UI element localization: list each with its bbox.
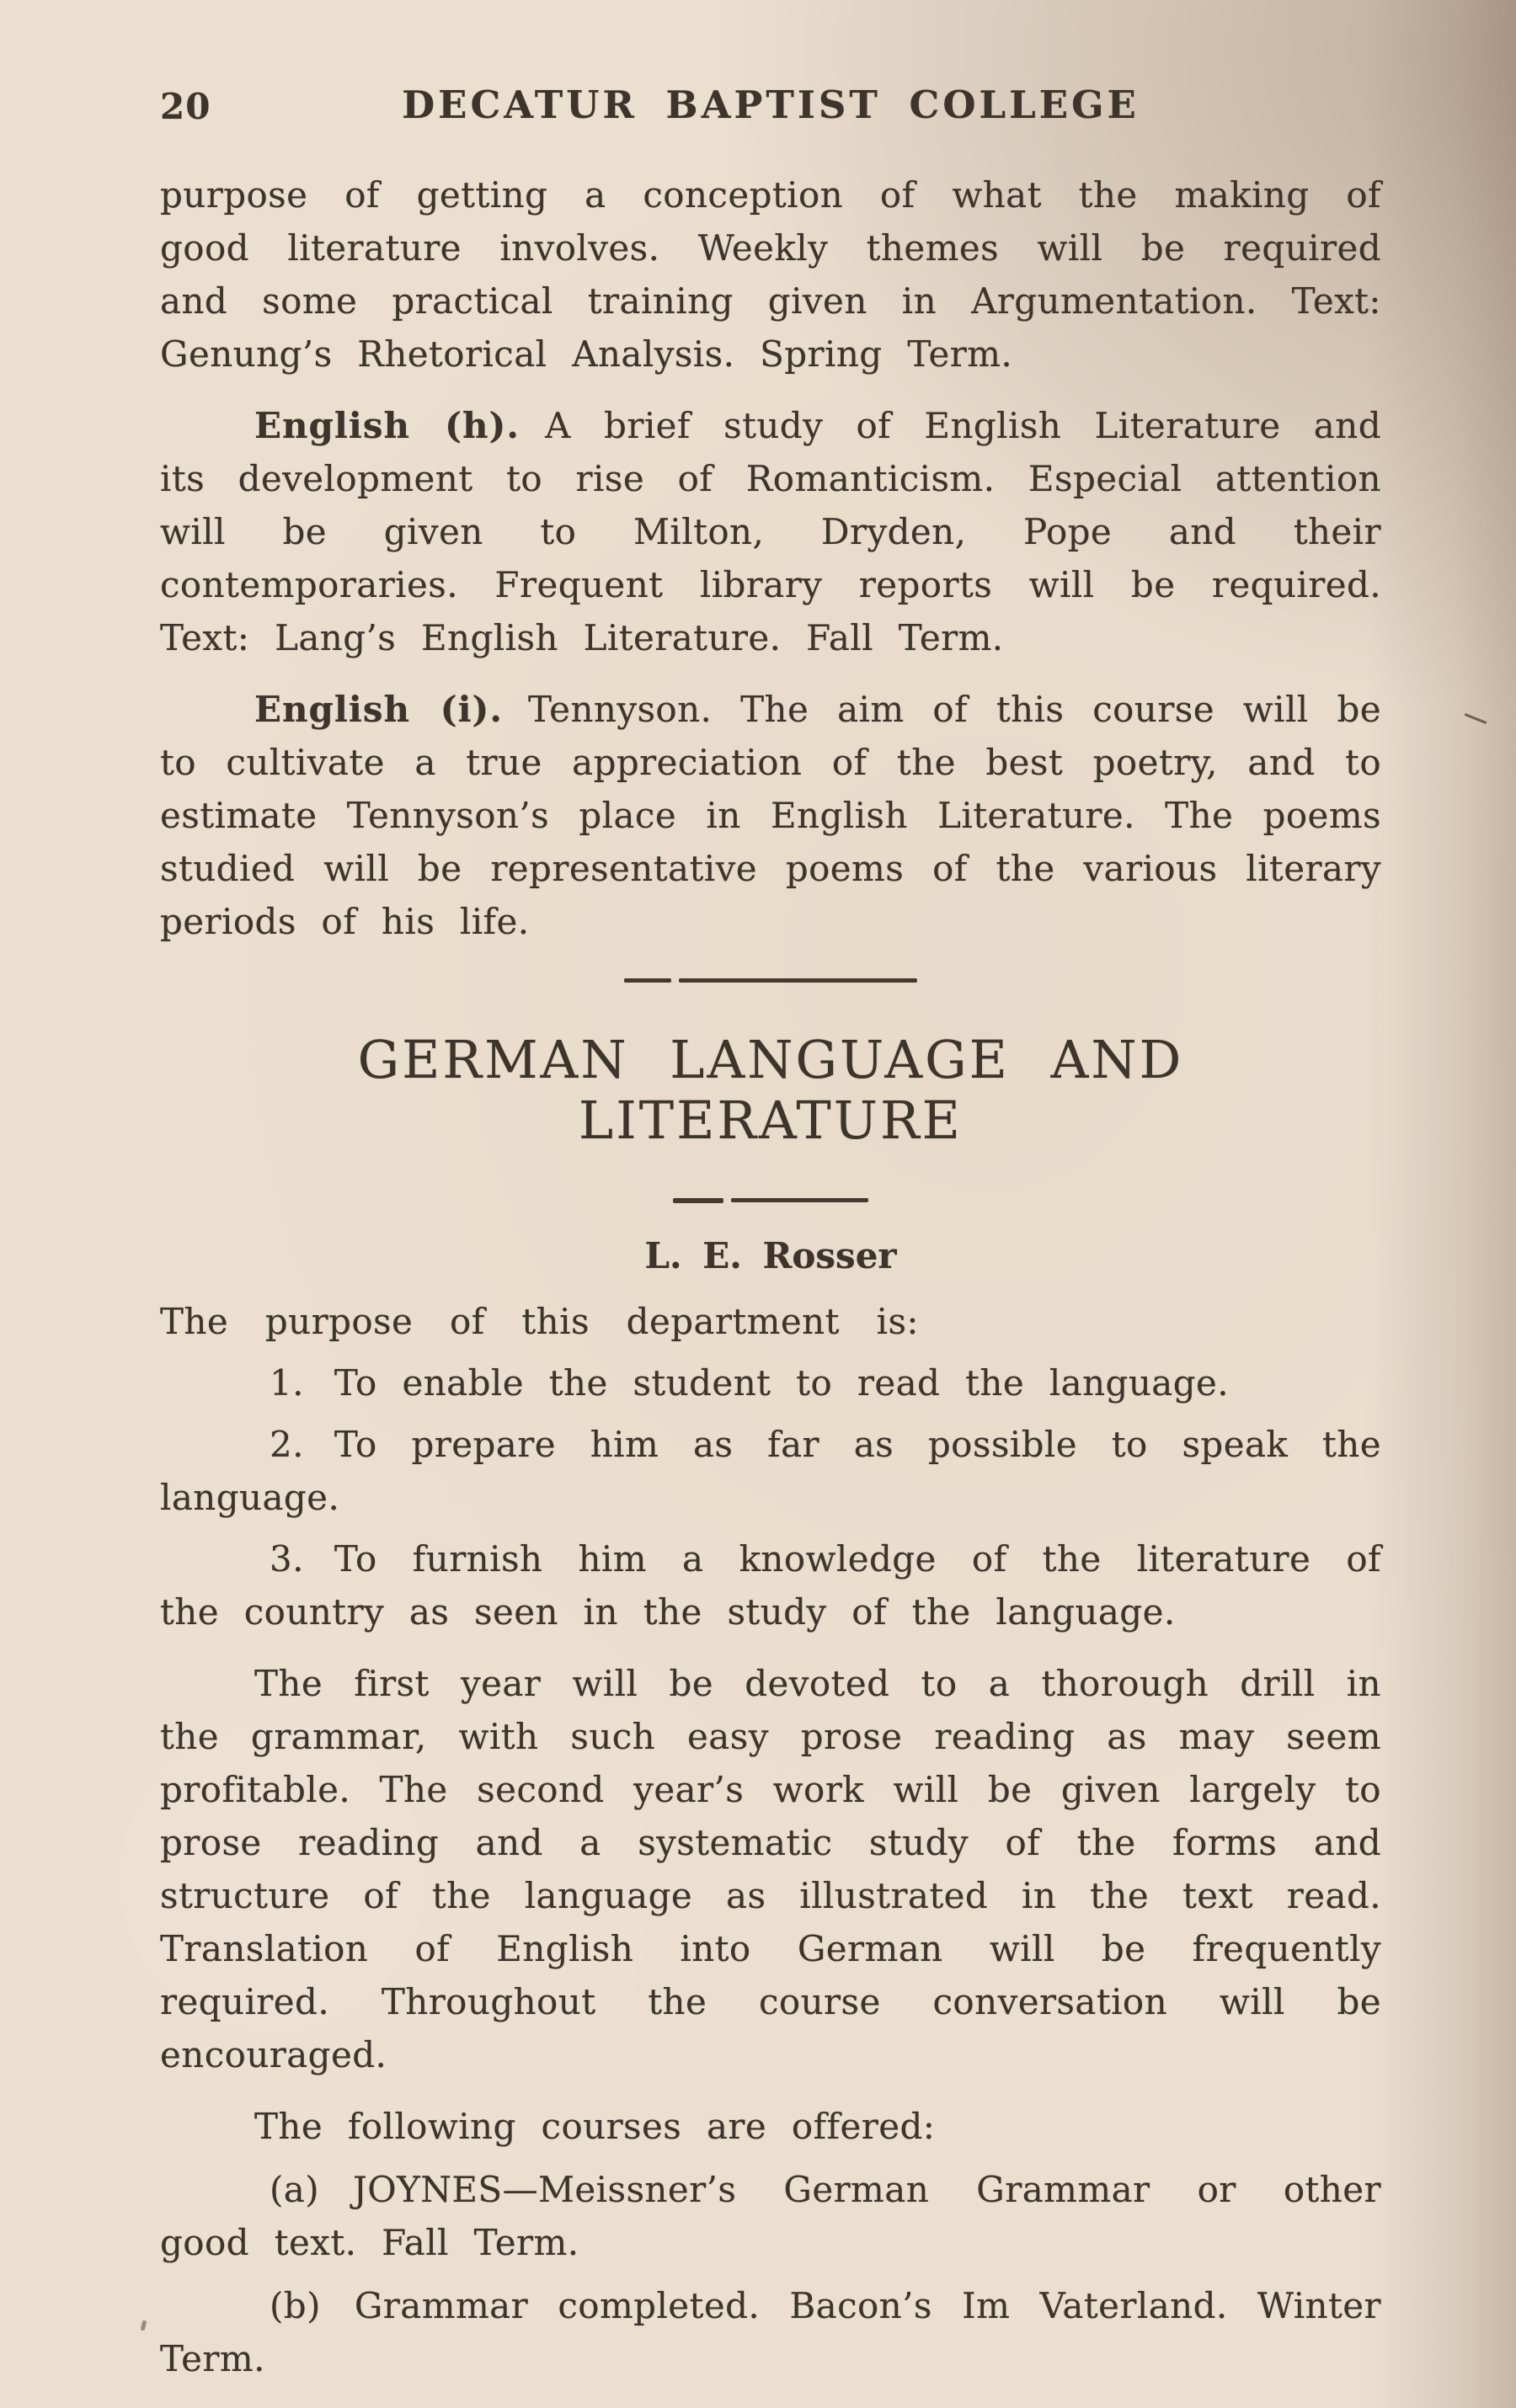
divider-segment: [731, 1198, 868, 1202]
purpose-item-2: [160, 1418, 1381, 1524]
running-head: [160, 83, 1381, 135]
section-divider: [624, 978, 917, 983]
course-body: Tennyson. The aim of this course will be to cultivate a true appreciation of the best poetry, and to estimate Tennyson’s place in English Literature. The poems studied will be representative poems of the various literary periods of his life.: [160, 689, 1381, 942]
department-description: The first year will be devoted to a thorough drill in the grammar, with such easy prose reading as may seem profitable. The second year’s work will be given largely to prose reading and a systematic study of the forms and structure of the language as illustrated in the text read. Translation of English into German will be frequently required. Throughout the course conversation will be encouraged.: [160, 1663, 1381, 2075]
course-label: (b): [270, 2285, 321, 2326]
course-lead: English (i).: [254, 689, 504, 730]
course-label: (a): [270, 2169, 320, 2210]
course-lead: English (h).: [254, 405, 520, 446]
item-number: 1.: [270, 1362, 304, 1404]
courses-offered-intro: The following courses are offered:: [254, 2106, 936, 2147]
course-body: A brief study of English Literature and its development to rise of Romanticism. Especial attention will be given to Milton, Dryden, Pope and their contemporaries. Frequent library reports will be required. Text: Lang’s English Literature. Fall Term.: [160, 405, 1381, 658]
course-text: Grammar completed. Bacon’s Im Vaterland. Winter Term.: [160, 2285, 1381, 2379]
course-english-h: [160, 399, 1381, 664]
purpose-intro: The purpose of this department is:: [160, 1301, 919, 1342]
item-text: To prepare him as far as possible to speak the language.: [160, 1424, 1381, 1518]
divider-segment: [624, 978, 671, 983]
item-text: To furnish him a knowledge of the literature of the country as seen in the study of the language.: [160, 1538, 1381, 1633]
course-item-b: [160, 2279, 1381, 2385]
heading-divider: [673, 1198, 868, 1202]
item-number: 2.: [270, 1424, 304, 1465]
text-column: [0, 83, 1516, 2385]
instructor-name: L. E. Rosser: [644, 1235, 897, 1276]
course-text: JOYNES—Meissner’s German Grammar or other good text. Fall Term.: [160, 2169, 1381, 2263]
divider-segment: [679, 978, 917, 983]
paragraph-continuation: purpose of getting a conception of what the making of good literature involves. Weekly themes will be required and some practical training given in Argumentation. Text: Genung’s Rhetorical Analysis. Spring Term.: [160, 174, 1381, 375]
course-english-i: [160, 683, 1381, 948]
purpose-item-3: [160, 1532, 1381, 1638]
running-title: DECATUR BAPTIST COLLEGE: [402, 83, 1140, 127]
item-text: To enable the student to read the language.: [334, 1362, 1230, 1404]
page-number: 20: [160, 86, 211, 127]
item-number: 3.: [270, 1538, 304, 1580]
course-item-a: [160, 2163, 1381, 2269]
purpose-item-1: [160, 1356, 1381, 1409]
section-heading: GERMAN LANGUAGE AND LITERATURE: [357, 1029, 1184, 1151]
divider-segment: [673, 1198, 723, 1203]
